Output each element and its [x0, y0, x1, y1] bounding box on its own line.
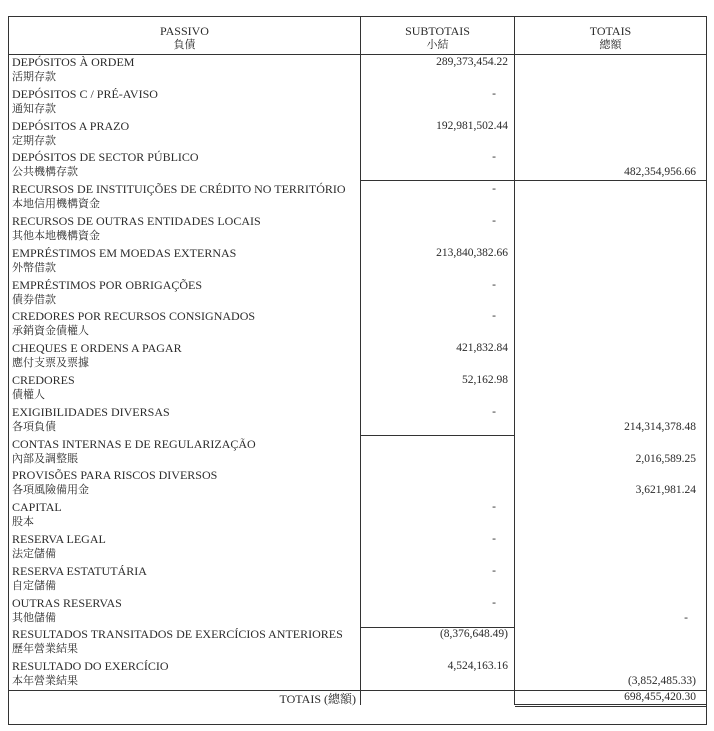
- row-label-zh: 外幣借款: [12, 261, 56, 274]
- row-subtotal: -: [492, 533, 496, 545]
- row-label-zh: 其他儲備: [12, 611, 56, 624]
- row-subtotal: 421,832.84: [456, 342, 508, 354]
- row-label-pt: RESULTADOS TRANSITADOS DE EXERCÍCIOS ANTERIORES: [12, 627, 343, 641]
- row-label-pt: RECURSOS DE OUTRAS ENTIDADES LOCAIS: [12, 214, 261, 228]
- row-total: -: [684, 612, 688, 624]
- row-label-zh: 內部及調整賬: [12, 452, 78, 465]
- row-label-zh: 法定儲備: [12, 547, 56, 560]
- row-total: 214,314,378.48: [624, 421, 696, 433]
- header-passivo-zh: 負債: [173, 38, 196, 51]
- row-label-zh: 歷年營業結果: [12, 642, 78, 655]
- group-separator: [360, 180, 706, 181]
- row-label-pt: RESERVA ESTATUTÁRIA: [12, 564, 147, 578]
- row-label-pt: CREDORES POR RECURSOS CONSIGNADOS: [12, 309, 256, 323]
- group-separator: [360, 435, 515, 436]
- row-total: 482,354,956.66: [624, 166, 696, 178]
- row-subtotal: -: [492, 501, 496, 513]
- row-label-zh: 定期存款: [12, 134, 56, 147]
- row-label-pt: CREDORES: [12, 373, 75, 387]
- row-label-zh: 各項負債: [12, 420, 56, 433]
- row-label-pt: RESERVA LEGAL: [12, 532, 106, 546]
- row-subtotal: -: [492, 215, 496, 227]
- row-label-pt: DEPÓSITOS C / PRÉ-AVISO: [12, 87, 158, 101]
- row-label-zh: 其他本地機構資金: [12, 229, 100, 242]
- row-total: 3,621,981.24: [635, 484, 696, 496]
- row-label-pt: DEPÓSITOS À ORDEM: [12, 55, 135, 69]
- row-subtotal: -: [492, 279, 496, 291]
- totals-label: TOTAIS (總額): [279, 692, 356, 706]
- header-passivo-pt: PASSIVO: [160, 24, 209, 38]
- row-label-zh: 通知存款: [12, 102, 56, 115]
- row-subtotal: 289,373,454.22: [436, 56, 508, 68]
- row-label-zh: 債券借款: [12, 293, 56, 306]
- row-subtotal: 4,524,163.16: [447, 660, 508, 672]
- row-label-pt: CHEQUES E ORDENS A PAGAR: [12, 341, 182, 355]
- header-totais: [515, 17, 706, 55]
- row-label-zh: 自定儲備: [12, 579, 56, 592]
- row-subtotal: 52,162.98: [462, 374, 508, 386]
- row-subtotal: -: [492, 151, 496, 163]
- row-subtotal: -: [492, 597, 496, 609]
- row-label-pt: RESULTADO DO EXERCÍCIO: [12, 659, 169, 673]
- row-subtotal: -: [492, 183, 496, 195]
- double-underline: [515, 704, 706, 707]
- row-total: (3,852,485.33): [627, 675, 696, 687]
- header-subtotais: [361, 17, 515, 55]
- row-label-pt: CONTAS INTERNAS E DE REGULARIZAÇÃO: [12, 437, 256, 451]
- row-label-zh: 各項風險備用金: [12, 483, 89, 496]
- row-label-zh: 應付支票及票據: [12, 356, 89, 369]
- row-label-pt: OUTRAS RESERVAS: [12, 596, 122, 610]
- header-subtotais-pt: SUBTOTAIS: [405, 24, 470, 38]
- row-label-zh: 公共機構存款: [12, 165, 78, 178]
- row-total: 2,016,589.25: [635, 453, 696, 465]
- header-passivo: [9, 17, 361, 55]
- row-subtotal: -: [492, 310, 496, 322]
- row-label-zh: 本年營業結果: [12, 674, 78, 687]
- row-label-zh: 本地信用機構資金: [12, 197, 100, 210]
- totals-value: 698,455,420.30: [624, 691, 696, 703]
- row-subtotal: 192,981,502.44: [436, 120, 508, 132]
- row-label-pt: EMPRÉSTIMOS POR OBRIGAÇÕES: [12, 278, 203, 292]
- row-label-pt: CAPITAL: [12, 500, 62, 514]
- row-label-pt: EXIGIBILIDADES DIVERSAS: [12, 405, 170, 419]
- row-subtotal: -: [492, 406, 496, 418]
- row-label-pt: DEPÓSITOS A PRAZO: [12, 119, 130, 133]
- row-label-pt: DEPÓSITOS DE SECTOR PÚBLICO: [12, 150, 199, 164]
- header-totais-pt: TOTAIS: [589, 24, 632, 38]
- row-subtotal: -: [492, 88, 496, 100]
- header-subtotais-zh: 小結: [426, 38, 449, 51]
- row-subtotal: 213,840,382.66: [436, 247, 508, 259]
- row-subtotal: -: [492, 565, 496, 577]
- row-label-pt: RECURSOS DE INSTITUIÇÕES DE CRÉDITO NO TERRITÓRIO: [12, 182, 346, 196]
- row-subtotal: (8,376,648.49): [439, 628, 508, 640]
- row-label-pt: EMPRÉSTIMOS EM MOEDAS EXTERNAS: [12, 246, 237, 260]
- row-label-zh: 活期存款: [12, 70, 56, 83]
- row-label-zh: 股本: [12, 515, 34, 528]
- row-label-zh: 債權人: [12, 388, 45, 401]
- row-label-pt: PROVISÕES PARA RISCOS DIVERSOS: [12, 468, 218, 482]
- row-label-zh: 承銷資金債權人: [12, 324, 89, 337]
- header-totais-zh: 總額: [599, 38, 622, 51]
